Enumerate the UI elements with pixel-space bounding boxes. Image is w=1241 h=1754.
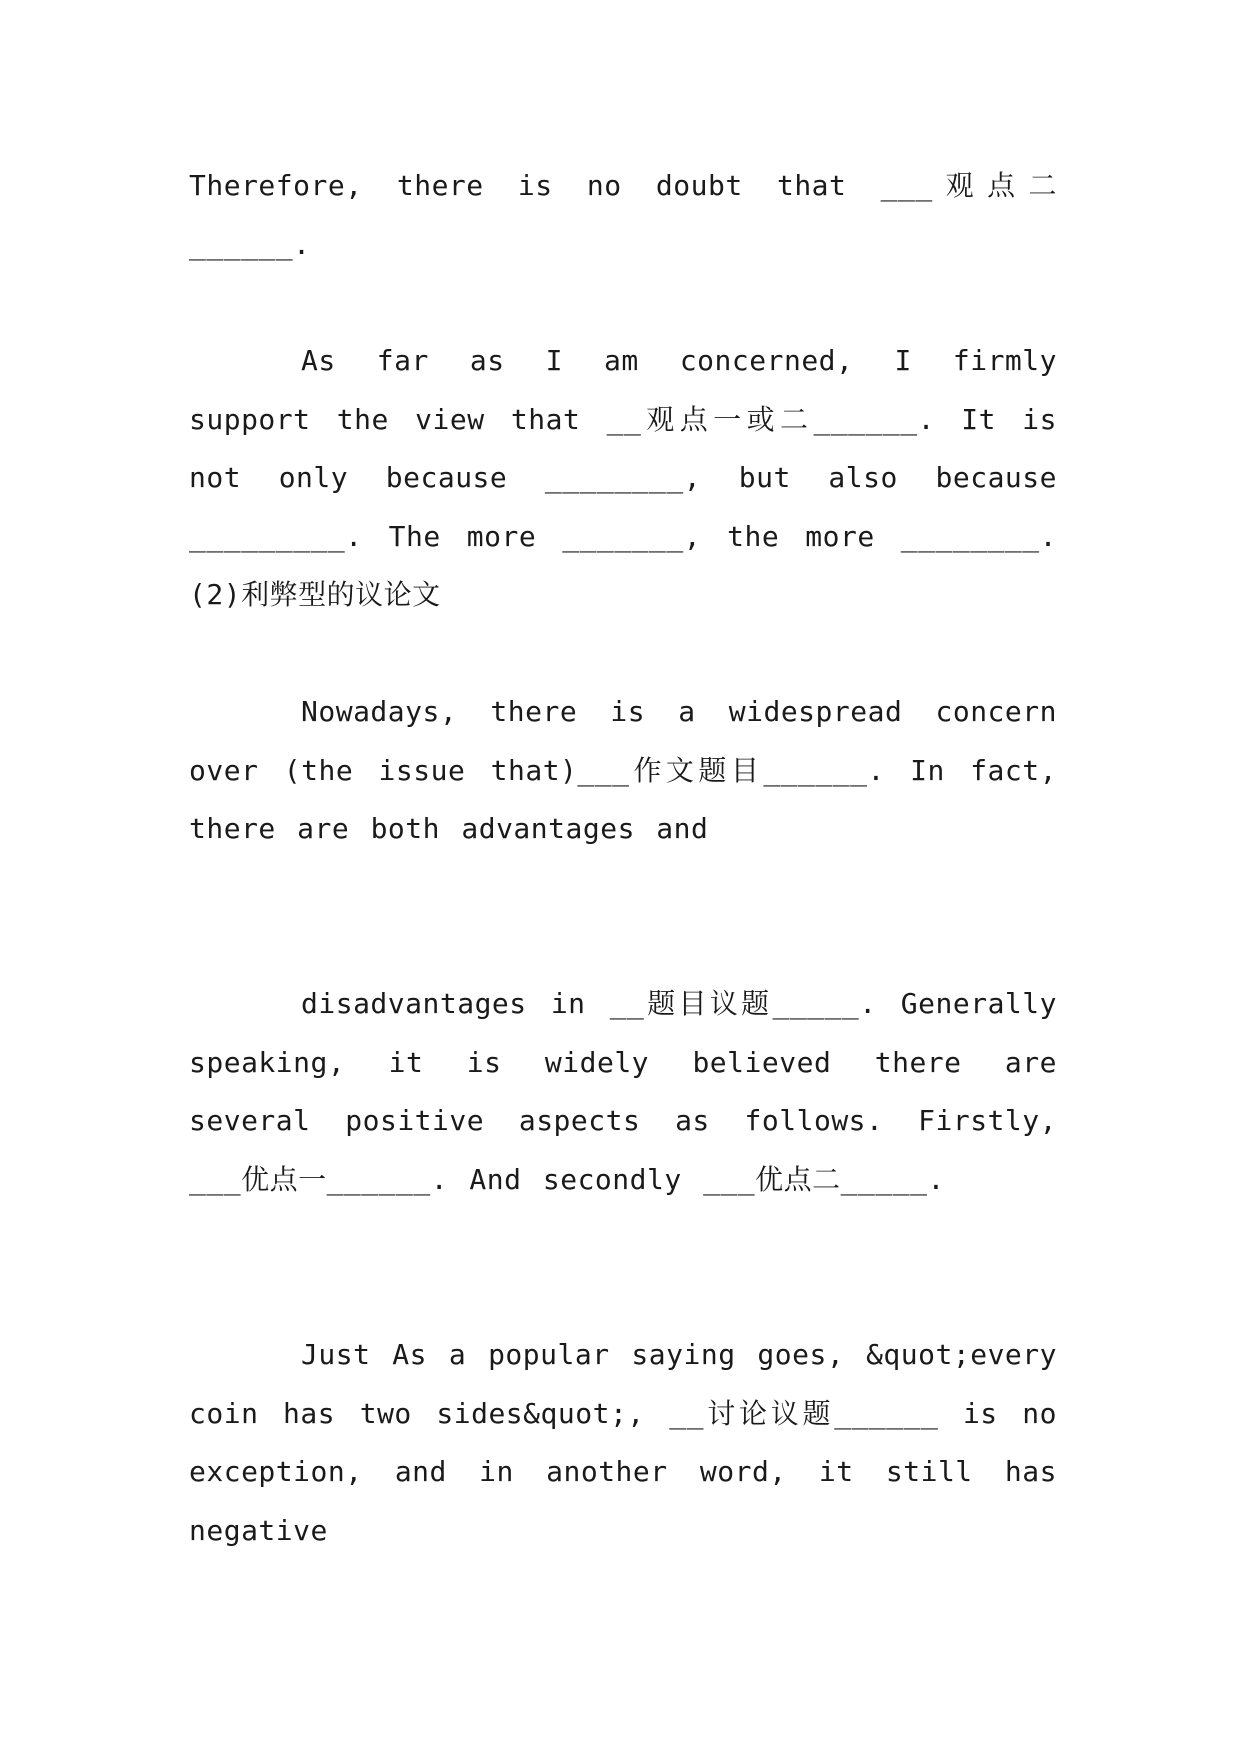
- paragraph-conclusion: Therefore, there is no doubt that ___观点二______.: [189, 169, 1057, 261]
- paragraph-advantages: disadvantages in __题目议题_____. Generally speaking, it is widely believed there are several positive aspects as follows. Firstly, ___优点一______. And secondly ___优点二_____.: [189, 987, 1057, 1196]
- paragraph-intro: Nowadays, there is a widespread concern over (the issue that)___作文题目______. In fact, there are both advantages and: [189, 695, 1057, 845]
- paragraph-disadvantages: Just As a popular saying goes, &quot;every coin has two sides&quot;, __讨论议题______ is no exception, and in another word, it still has negative: [189, 1338, 1057, 1547]
- paragraph-opinion: As far as I am concerned, I firmly support the view that __观点一或二______. It is not only because ________, but also because _________. The more _______, the more ________. (2)利弊型的议论文: [189, 344, 1057, 611]
